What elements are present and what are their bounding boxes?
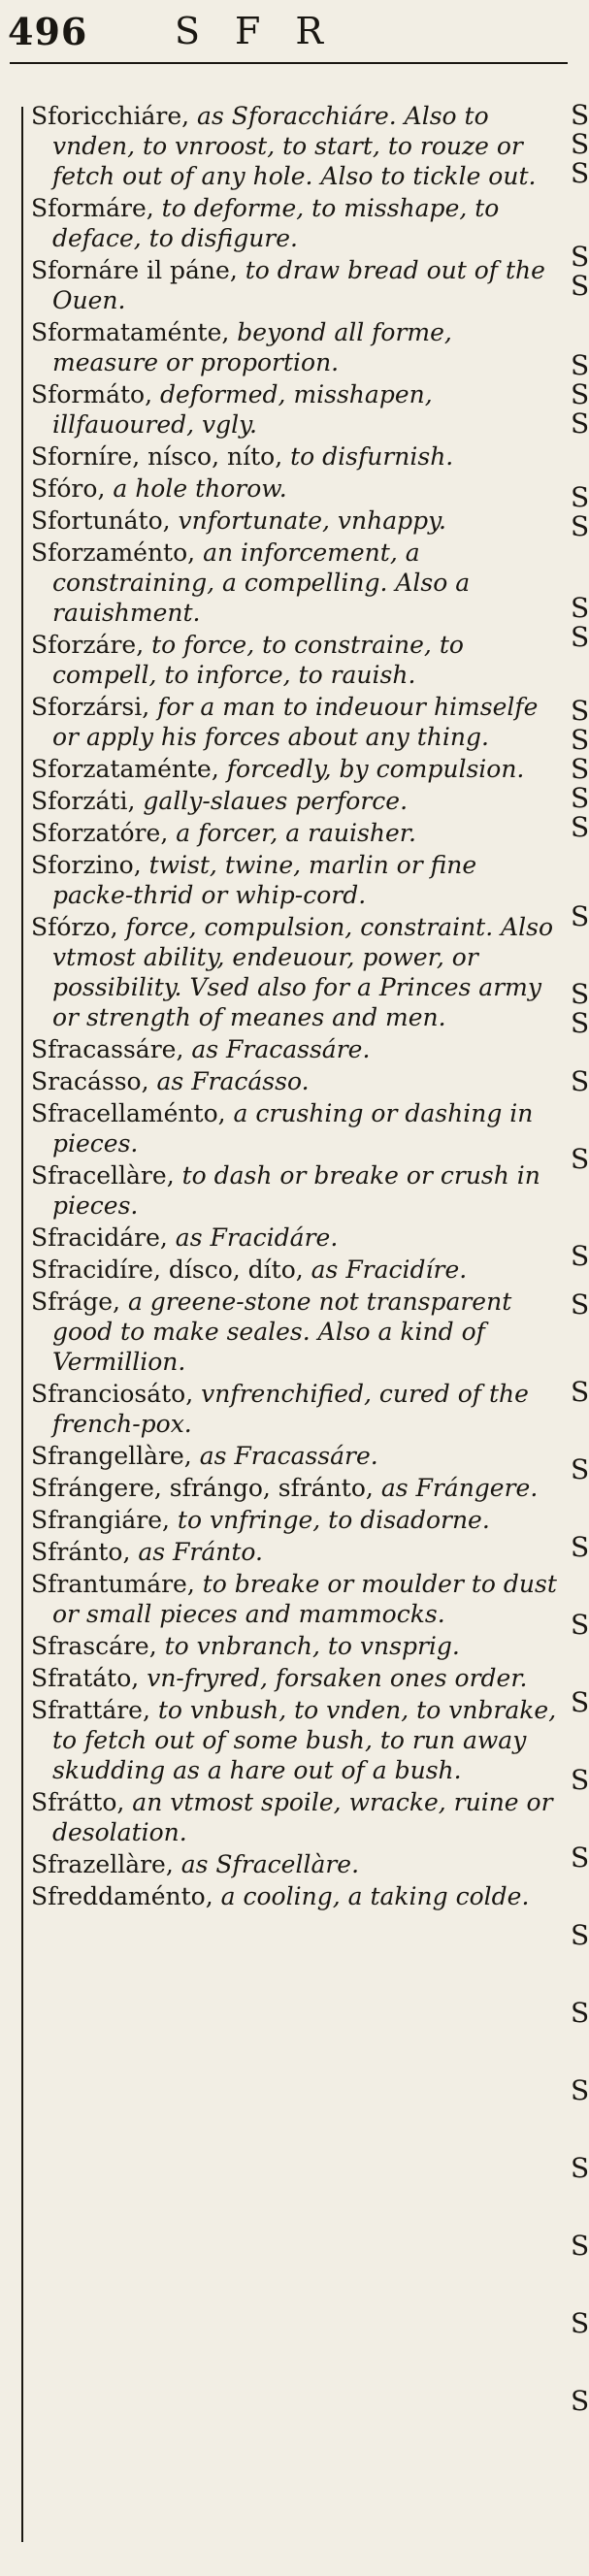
right-column-letter: S xyxy=(571,1007,589,1039)
dictionary-entry xyxy=(31,317,560,377)
entry-definition: deformed, misshapen, illfauoured, vgly. xyxy=(52,380,433,439)
entry-definition: to disfurnish. xyxy=(290,442,454,471)
right-column-letter: S xyxy=(571,1919,589,1951)
right-column-letter: S xyxy=(571,1609,589,1641)
entry-headword: Sfórzo xyxy=(31,913,111,941)
entry-separator: , xyxy=(183,1442,200,1470)
dictionary-entry xyxy=(31,1379,560,1439)
entry-definition: for a man to indeuour himselfe or apply his forces about any thing. xyxy=(52,693,539,751)
entry-separator: , xyxy=(205,1882,221,1910)
entry-definition: beyond all forme, measure or proportion. xyxy=(52,318,452,376)
entry-definition: to draw bread out of the Ouen. xyxy=(52,256,545,314)
entry-separator: , xyxy=(141,1067,157,1095)
entry-definition: vnfortunate, vnhappy. xyxy=(178,506,446,535)
right-column-letter: S xyxy=(571,241,589,273)
right-column-letter: S xyxy=(571,157,589,189)
dictionary-entry xyxy=(31,912,560,1032)
entry-headword: Sfracassáre xyxy=(31,1035,177,1063)
right-column-letter: S xyxy=(571,2230,589,2262)
entry-headword: Sfóro xyxy=(31,474,98,503)
entry-definition: force, compulsion, constraint. Also vtmost ability, endeuour, power, or possibility. Vsed also for a Princes army or strength of meanes and men. xyxy=(52,913,554,1031)
dictionary-entry xyxy=(31,1569,560,1629)
running-head: SFR xyxy=(175,10,359,52)
entry-separator: , xyxy=(146,194,162,222)
dictionary-entry xyxy=(31,538,560,628)
entry-definition: as Fracassáre. xyxy=(199,1442,378,1470)
entry-separator: , xyxy=(145,380,160,408)
entry-definition: to deforme, to misshape, to deface, to disfigure. xyxy=(52,194,500,252)
entry-headword: Sformataménte xyxy=(31,318,222,346)
right-column-letter: S xyxy=(571,481,589,513)
entry-headword: Sforicchiáre xyxy=(31,102,182,130)
entry-definition: an inforcement, a constraining, a compelling. Also a rauishment. xyxy=(52,538,471,627)
entry-separator: , xyxy=(166,1161,182,1190)
dictionary-entry xyxy=(31,1441,560,1471)
dictionary-entry xyxy=(31,1066,560,1096)
dictionary-entry xyxy=(31,1505,560,1535)
right-column-letter: S xyxy=(571,1764,589,1796)
page-header xyxy=(0,0,585,64)
dictionary-entry xyxy=(31,1787,560,1847)
entry-separator: , xyxy=(116,1788,133,1816)
right-column-letter: S xyxy=(571,1065,589,1097)
entry-separator: , xyxy=(113,1288,128,1316)
right-column-letter: S xyxy=(571,695,589,727)
entry-headword: Sforzáre xyxy=(31,631,137,659)
right-column-letter: S xyxy=(571,128,589,160)
dictionary-entry xyxy=(31,1537,560,1567)
dictionary-entry xyxy=(31,1663,560,1693)
entry-definition: to force, to constraine, to compell, to inforce, to rauish. xyxy=(52,631,464,689)
dictionary-entry xyxy=(31,101,560,191)
entry-separator: , xyxy=(211,755,227,783)
dictionary-entry xyxy=(31,1631,560,1661)
entry-definition: to breake or moulder to dust or small pieces and mammocks. xyxy=(52,1570,557,1628)
entry-separator: , xyxy=(131,1664,147,1692)
entry-definition: to dash or breake or crush in pieces. xyxy=(52,1161,540,1220)
dictionary-entry xyxy=(31,1223,560,1253)
right-column-fragment xyxy=(569,97,589,2561)
dictionary-entry xyxy=(31,754,560,784)
entry-separator: , xyxy=(187,538,204,567)
entry-headword: Sfratáto xyxy=(31,1664,132,1692)
right-column-letter: S xyxy=(571,378,589,410)
entry-headword: Sforníre, nísco, níto xyxy=(31,442,276,471)
entry-headword: Sfrantumáre xyxy=(31,1570,187,1598)
entry-headword: Sfrangellàre xyxy=(31,1442,184,1470)
entry-definition: to vnbranch, to vnsprig. xyxy=(164,1632,460,1660)
entry-headword: Sracásso xyxy=(31,1067,142,1095)
dictionary-entry xyxy=(31,1849,560,1879)
entry-separator: , xyxy=(159,1223,176,1252)
entry-separator: , xyxy=(162,1506,178,1534)
dictionary-entry xyxy=(31,850,560,910)
entry-definition: a cooling, a taking colde. xyxy=(220,1882,530,1910)
right-column-letter: S xyxy=(571,782,589,814)
dictionary-entry xyxy=(31,441,560,472)
entry-headword: Sforzaménto xyxy=(31,538,188,567)
right-column-letter: S xyxy=(571,2152,589,2184)
header-rule xyxy=(10,62,568,64)
right-column-letter: S xyxy=(571,978,589,1010)
entry-definition: vnfrenchified, cured of the french-pox. xyxy=(52,1380,529,1438)
dictionary-column xyxy=(31,101,560,2556)
entry-definition: as Fránto. xyxy=(138,1538,263,1566)
entry-definition: as Fracásso. xyxy=(156,1067,310,1095)
entry-headword: Sfracellaménto xyxy=(31,1099,218,1127)
right-column-letter: S xyxy=(571,621,589,653)
right-column-letter: S xyxy=(571,1288,589,1321)
dictionary-entry xyxy=(31,1881,560,1911)
left-column-rule xyxy=(21,107,23,2542)
entry-definition: as Fracidáre. xyxy=(175,1223,339,1252)
entry-headword: Sfrascáre xyxy=(31,1632,149,1660)
entry-headword: Sfracidíre, dísco, díto xyxy=(31,1255,296,1284)
entry-definition: a greene-stone not transparent good to make seales. Also a kind of Vermillion. xyxy=(52,1288,512,1376)
entry-headword: Sfrangiáre xyxy=(31,1506,162,1534)
entry-headword: Sfráge xyxy=(31,1288,114,1316)
dictionary-entry xyxy=(31,379,560,440)
entry-separator: , xyxy=(127,787,144,815)
dictionary-entry xyxy=(31,1695,560,1785)
entry-headword: Sfranciosáto xyxy=(31,1380,186,1408)
right-column-letter: S xyxy=(571,408,589,440)
entry-separator: , xyxy=(275,442,291,471)
page-number: 496 xyxy=(8,10,88,53)
right-column-letter: S xyxy=(571,510,589,542)
entry-definition: forcedly, by compulsion. xyxy=(226,755,525,783)
entry-definition: as Frángere. xyxy=(380,1474,539,1502)
entry-separator: , xyxy=(176,1035,192,1063)
entry-headword: Sfortunáto xyxy=(31,506,163,535)
entry-definition: to vnfringe, to disadorne. xyxy=(177,1506,490,1534)
entry-headword: Sforzársi xyxy=(31,693,143,721)
entry-separator: , xyxy=(148,1632,165,1660)
dictionary-entry xyxy=(31,1034,560,1064)
right-column-letter: S xyxy=(571,2074,589,2106)
entry-separator: , xyxy=(142,1696,158,1724)
entry-definition: as Sforacchiáre. Also to vnden, to vnroost, to start, to rouze or fetch out of any hole. Also to tickle out. xyxy=(52,102,537,190)
entry-separator: , xyxy=(133,851,149,879)
entry-headword: Sfránto xyxy=(31,1538,123,1566)
entry-separator: , xyxy=(122,1538,139,1566)
entry-separator: , xyxy=(186,1570,203,1598)
entry-separator: , xyxy=(110,913,126,941)
dictionary-entry xyxy=(31,505,560,536)
entry-headword: Sfracidáre xyxy=(31,1223,160,1252)
entry-headword: Sfrángere, sfrángo, sfránto xyxy=(31,1474,366,1502)
right-column-letter: S xyxy=(571,724,589,756)
entry-headword: Sfrattáre xyxy=(31,1696,143,1724)
right-column-letter: S xyxy=(571,900,589,932)
dictionary-entry xyxy=(31,1287,560,1377)
entry-headword: Sformáto xyxy=(31,380,146,408)
entry-definition: as Sfracellàre. xyxy=(180,1850,360,1878)
right-column-letter: S xyxy=(571,1143,589,1175)
entry-definition: twist, twine, marlin or fine packe-thrid or whip-cord. xyxy=(52,851,477,909)
entry-separator: , xyxy=(229,256,245,284)
entry-separator: , xyxy=(97,474,114,503)
right-column-letter: S xyxy=(571,99,589,131)
entry-separator: , xyxy=(181,102,198,130)
dictionary-entry xyxy=(31,255,560,315)
right-column-letter: S xyxy=(571,1997,589,2029)
dictionary-entry xyxy=(31,1098,560,1158)
entry-separator: , xyxy=(365,1474,381,1502)
dictionary-entry xyxy=(31,473,560,504)
dictionary-entry xyxy=(31,630,560,690)
right-column-letter: S xyxy=(571,1686,589,1718)
right-column-letter: S xyxy=(571,811,589,843)
entry-headword: Sfrátto xyxy=(31,1788,117,1816)
entry-headword: Sforzáti xyxy=(31,787,128,815)
dictionary-entry xyxy=(31,786,560,816)
entry-separator: , xyxy=(185,1380,202,1408)
entry-definition: a forcer, a rauisher. xyxy=(176,819,416,847)
dictionary-entry xyxy=(31,1255,560,1285)
right-column-letter: S xyxy=(571,1453,589,1485)
entry-separator: , xyxy=(295,1255,311,1284)
dictionary-entry xyxy=(31,193,560,253)
entry-headword: Sforzataménte xyxy=(31,755,212,783)
entry-separator: , xyxy=(160,819,177,847)
entry-headword: Sfornáre il páne xyxy=(31,256,230,284)
dictionary-entry xyxy=(31,1160,560,1221)
entry-definition: a hole thorow. xyxy=(113,474,287,503)
entry-definition: a crushing or dashing in pieces. xyxy=(52,1099,534,1158)
entry-headword: Sfreddaménto xyxy=(31,1882,206,1910)
entry-separator: , xyxy=(136,631,152,659)
right-column-letter: S xyxy=(571,1531,589,1563)
right-column-letter: S xyxy=(571,2385,589,2417)
right-column-letter: S xyxy=(571,1842,589,1874)
entry-separator: , xyxy=(221,318,238,346)
entry-headword: Sforzino xyxy=(31,851,134,879)
right-column-letter: S xyxy=(571,349,589,381)
entry-definition: as Fracidíre. xyxy=(311,1255,468,1284)
dictionary-entry xyxy=(31,1473,560,1503)
dictionary-entry xyxy=(31,818,560,848)
entry-definition: to vnbush, to vnden, to vnbrake, to fetch out of some bush, to run away skudding as a hare out of a bush. xyxy=(52,1696,557,1784)
entry-separator: , xyxy=(162,506,179,535)
right-column-letter: S xyxy=(571,753,589,785)
entry-definition: an vtmost spoile, wracke, ruine or desolation. xyxy=(52,1788,553,1846)
entry-headword: Sforzatóre xyxy=(31,819,161,847)
entry-definition: as Fracassáre. xyxy=(191,1035,371,1063)
dictionary-entry xyxy=(31,692,560,752)
entry-headword: Sformáre xyxy=(31,194,147,222)
entry-headword: Sfracellàre xyxy=(31,1161,167,1190)
right-column-letter: S xyxy=(571,1240,589,1272)
entry-separator: , xyxy=(217,1099,234,1127)
entry-headword: Sfrazellàre xyxy=(31,1850,166,1878)
right-column-letter: S xyxy=(571,2307,589,2339)
right-column-letter: S xyxy=(571,270,589,302)
entry-definition: gally-slaues perforce. xyxy=(143,787,409,815)
entry-separator: , xyxy=(142,693,158,721)
right-column-letter: S xyxy=(571,592,589,624)
right-column-letter: S xyxy=(571,1376,589,1408)
entry-separator: , xyxy=(165,1850,181,1878)
entry-definition: vn-fryred, forsaken ones order. xyxy=(147,1664,528,1692)
